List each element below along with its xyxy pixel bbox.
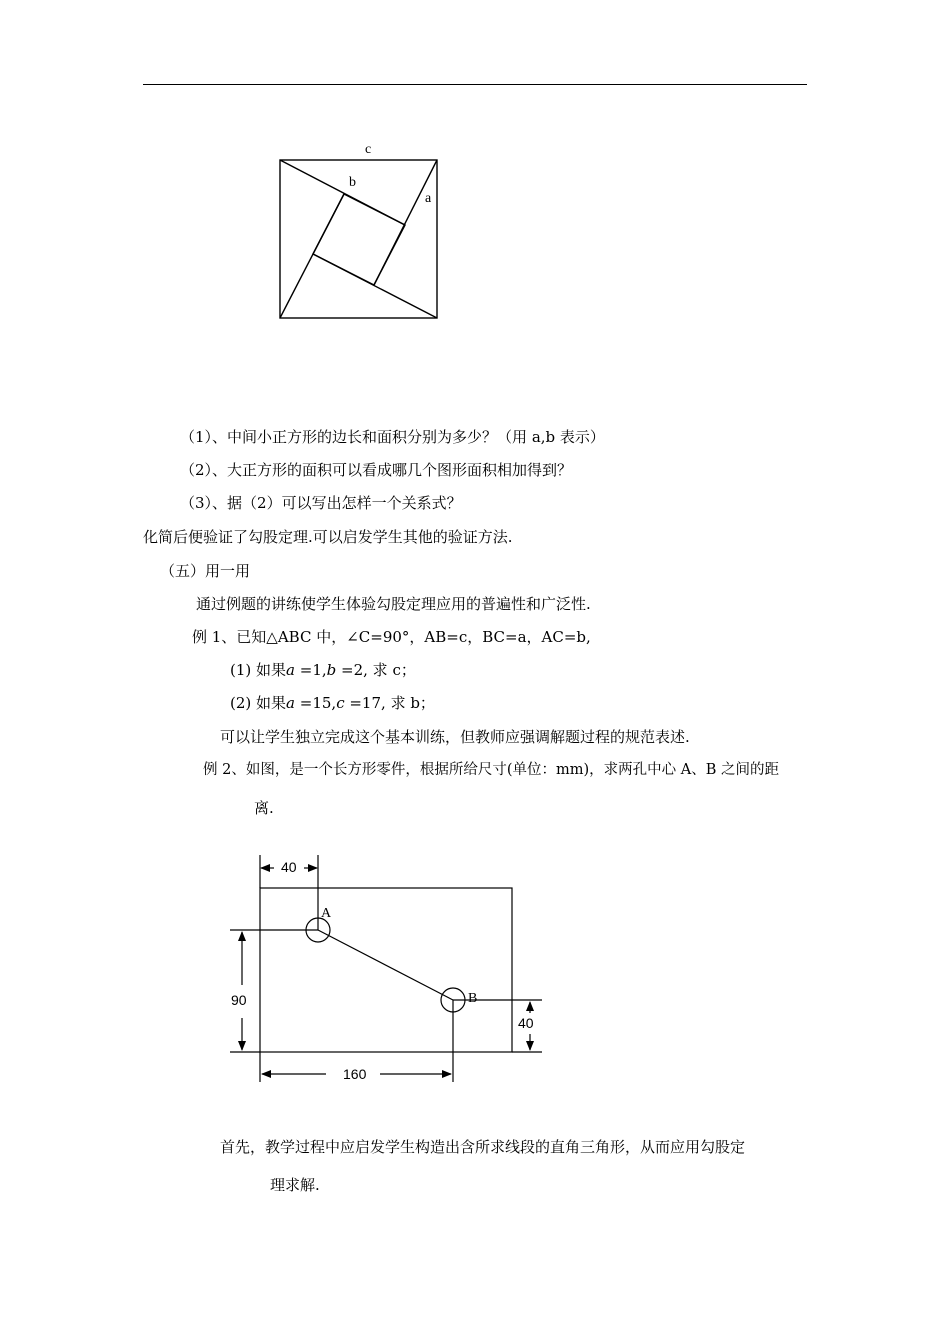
segment-ab [318, 930, 453, 1000]
label-c: c [365, 142, 372, 157]
conclusion-line1: 首先，教学过程中应启发学生构造出含所求线段的直角三角形，从而应用勾股定 [220, 1138, 746, 1156]
inner-square [313, 194, 405, 285]
dim-label-left: 90 [231, 992, 247, 1008]
example1-part1: (1) 如果a =1,b =2, 求 c； [230, 661, 416, 679]
part-rectangle [260, 888, 512, 1052]
label-hole-b: B [468, 991, 478, 1006]
example2-line1: 例 2、如图，是一个长方形零件，根据所给尺寸(单位：mm)，求两孔中心 A、B 之间的距 [203, 762, 779, 778]
section-heading: （五）用一用 [160, 562, 251, 580]
question-2: （2）、大正方形的面积可以看成哪几个图形面积相加得到？ [180, 461, 573, 479]
example1-statement: 例 1、已知△ABC 中，∠C=90°，AB=c，BC=a，AC=b, [192, 628, 591, 646]
purpose-text: 通过例题的讲练使学生体验勾股定理应用的普遍性和广泛性. [196, 595, 591, 613]
conclusion-line2: 理求解. [270, 1176, 320, 1194]
verify-note: 化简后便验证了勾股定理.可以启发学生其他的验证方法. [143, 528, 513, 546]
label-hole-a: A [321, 906, 332, 921]
question-3: （3）、据（2）可以写出怎样一个关系式？ [180, 494, 462, 512]
label-a: a [425, 191, 432, 206]
label-b: b [349, 175, 356, 190]
example1-note: 可以让学生独立完成这个基本训练，但教师应强调解题过程的规范表述. [220, 728, 690, 746]
dim-label-right: 40 [518, 1015, 534, 1031]
dim-label-bottom: 160 [343, 1066, 367, 1082]
outer-square [280, 160, 437, 318]
question-1: （1）、中间小正方形的边长和面积分别为多少？（用 a,b 表示） [180, 428, 605, 446]
example2-line2: 离. [254, 799, 274, 817]
example1-part2: (2) 如果a =15,c =17, 求 b； [230, 694, 435, 712]
dim-label-top: 40 [281, 859, 297, 875]
